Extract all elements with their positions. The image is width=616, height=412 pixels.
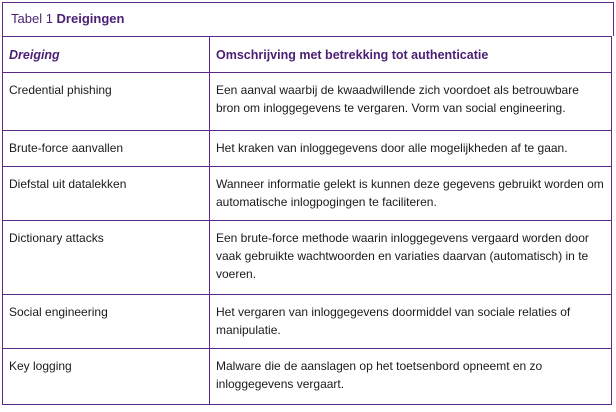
table-row <box>3 167 612 221</box>
table-row <box>3 349 612 405</box>
caption-title: Dreigingen <box>56 11 125 26</box>
header-threat: Dreiging <box>3 37 210 73</box>
table-row <box>3 221 612 295</box>
threat-cell: Social engineering <box>3 295 210 349</box>
description-cell: Een brute-force methode waarin inloggegevens vergaard worden door vaak gebruikte wachtwoorden en variaties daarvan (automatisch) in te voeren. <box>210 221 612 295</box>
threat-cell: Dictionary attacks <box>3 221 210 295</box>
threats-table-figure <box>2 2 614 408</box>
header-description: Omschrijving met betrekking tot authenticatie <box>210 37 612 73</box>
table-row <box>3 131 612 167</box>
description-cell: Het kraken van inloggegevens door alle mogelijkheden af te gaan. <box>210 131 612 167</box>
description-cell: Wanneer informatie gelekt is kunnen deze gegevens gebruikt worden om automatische inlogpogingen te faciliteren. <box>210 167 612 221</box>
threat-cell: Key logging <box>3 349 210 405</box>
table-header-row <box>3 37 612 73</box>
threat-cell: Diefstal uit datalekken <box>3 167 210 221</box>
caption-prefix: Tabel 1 <box>11 11 57 26</box>
table-caption <box>2 2 614 36</box>
description-cell: Een aanval waarbij de kwaadwillende zich voordoet als betrouwbare bron om inloggegevens te vergaren. Vorm van social engineering. <box>210 73 612 131</box>
table-row <box>3 73 612 131</box>
table-row <box>3 295 612 349</box>
description-cell: Het vergaren van inloggegevens doormiddel van sociale relaties of manipulatie. <box>210 295 612 349</box>
description-cell: Malware die de aanslagen op het toetsenbord opneemt en zo inloggegevens vergaart. <box>210 349 612 405</box>
threats-table <box>2 36 612 405</box>
threat-cell: Credential phishing <box>3 73 210 131</box>
threat-cell: Brute-force aanvallen <box>3 131 210 167</box>
